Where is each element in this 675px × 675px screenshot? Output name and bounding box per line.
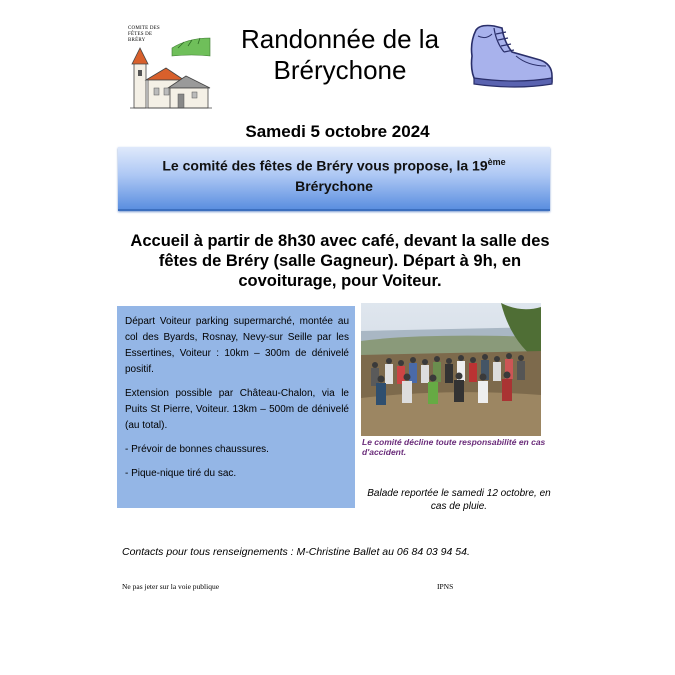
- footer-disclaimer: Ne pas jeter sur la voie publique: [122, 582, 220, 591]
- footer-ipns: IPNS: [437, 582, 454, 591]
- welcome-text: Accueil à partir de 8h30 avec café, devant la salle des fêtes de Bréry (salle Gagneur). Départ à 9h, en covoiturage, pour Voiteur.: [130, 232, 550, 290]
- shoes-advice: - Prévoir de bonnes chaussures.: [125, 444, 269, 455]
- contacts-line: Contacts pour tous renseignements : M-Christine Ballet au 06 84 03 94 54.: [122, 546, 470, 558]
- picnic-advice: - Pique-nique tiré du sac.: [125, 468, 237, 479]
- banner-line-2: Brérychone: [295, 178, 373, 194]
- rain-note: Balade reportée le samedi 12 octobre, en cas de pluie.: [367, 488, 551, 512]
- event-date: Samedi 5 octobre 2024: [245, 122, 430, 141]
- route-extension: Extension possible par Château-Chalon, via le Puits St Pierre, Voiteur. 13km – 500m de dénivelé (au total).: [125, 388, 349, 431]
- banner-text: Le comité des fêtes de Bréry vous propose, la 19: [162, 157, 488, 174]
- banner-line-1: [118, 157, 550, 174]
- group-photo: [361, 303, 541, 436]
- committee-logo: [128, 26, 214, 112]
- intro-banner: [118, 147, 550, 211]
- route-description: Départ Voiteur parking supermarché, montée au col des Byards, Rosnay, Nevy-sur Seille par les Essertines, Voiteur : 10km – 300m de dénivelé positif.: [125, 316, 349, 375]
- banner-ordinal: ème: [487, 157, 506, 167]
- photo-caption: Le comité décline toute responsabilité en cas d'accident.: [362, 437, 546, 457]
- route-info-box: [117, 306, 355, 508]
- page-title: Randonnée de la Brérychone: [240, 24, 440, 85]
- logo-caption: COMITE DES FÊTES DE BRÉRY: [128, 26, 160, 43]
- hiking-boot-icon: [466, 22, 554, 90]
